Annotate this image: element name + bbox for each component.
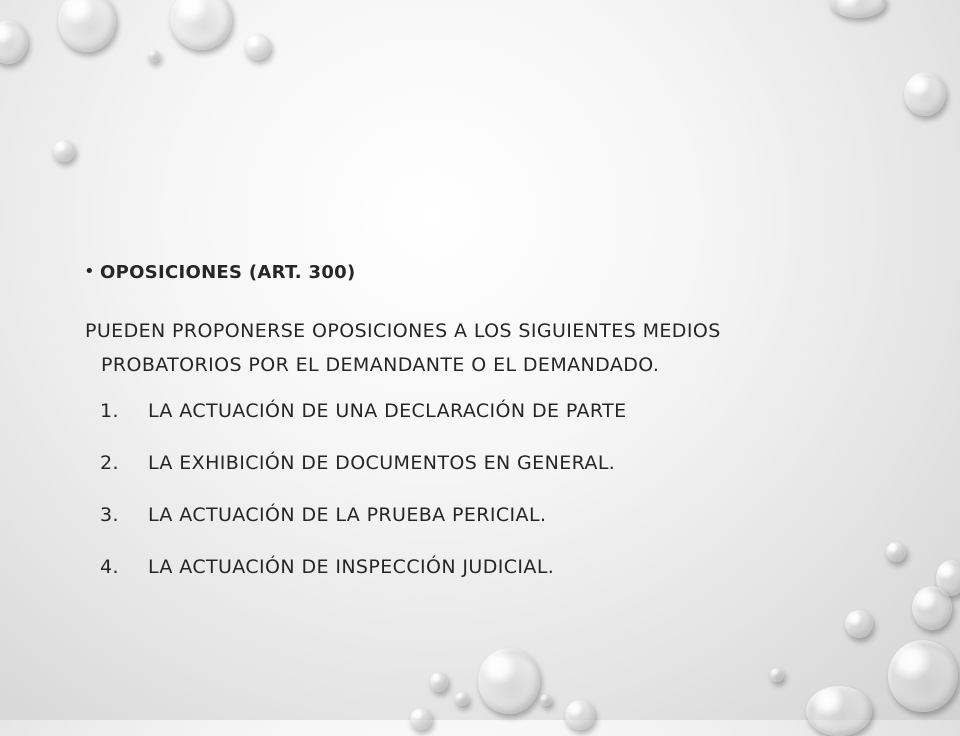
bullet-icon: •: [84, 261, 95, 282]
list-item-text: LA ACTUACIÓN DE UNA DECLARACIÓN DE PARTE: [148, 400, 627, 422]
list-item: [100, 504, 627, 556]
intro-paragraph: PUEDEN PROPONERSE OPOSICIONES A LOS SIGUIENTES MEDIOS PROBATORIOS POR EL DEMANDANTE O EL DEMANDADO.: [85, 320, 721, 376]
list-item-text: LA ACTUACIÓN DE INSPECCIÓN JUDICIAL.: [148, 556, 555, 578]
list-item-number: 1.: [100, 400, 119, 422]
list-item-number: 3.: [100, 504, 119, 526]
list-item-number: 4.: [100, 556, 119, 578]
list-item-text: LA ACTUACIÓN DE LA PRUEBA PERICIAL.: [148, 504, 547, 526]
numbered-list: [100, 400, 627, 608]
slide-heading: [84, 261, 356, 283]
list-item-text: LA EXHIBICIÓN DE DOCUMENTOS EN GENERAL.: [148, 452, 616, 474]
list-item: [100, 556, 627, 608]
list-item: [100, 400, 627, 452]
list-item-number: 2.: [100, 452, 119, 474]
heading-text: OPOSICIONES (ART. 300): [100, 262, 356, 283]
list-item: [100, 452, 627, 504]
